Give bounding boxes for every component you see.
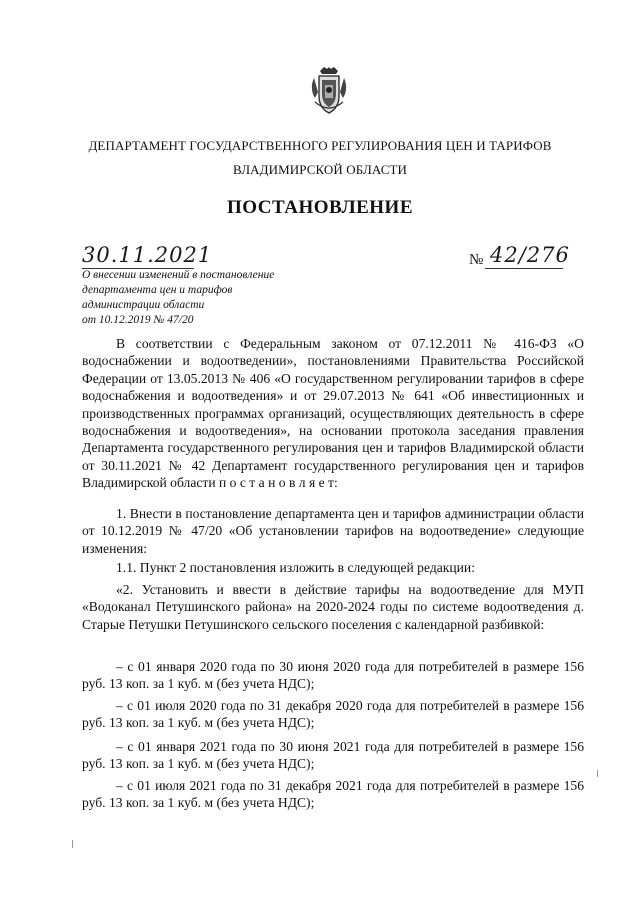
number-underline bbox=[485, 268, 563, 269]
subject-line: О внесении изменений в постановление bbox=[82, 269, 275, 281]
item-1-paragraph: 1. Внести в постановление департамента цен и тарифов администрации области от 10.12.2019 № 47/20 «Об установлении тарифов на водоотведение» следующие изменения: bbox=[82, 506, 584, 556]
quoted-item-2-paragraph: «2. Установить и ввести в действие тарифы на водоотведение для МУП «Водоканал Петушинского района» на 2020-2024 годы по системе водоотведения д. Старые Петушки Петушинского сельского поселения с календарной разбивкой: bbox=[82, 582, 584, 632]
tariff-period-1: – с 01 января 2020 года по 30 июня 2020 года для потребителей в размере 156 руб. 13 коп. за 1 куб. м (без учета НДС); bbox=[82, 659, 584, 692]
subject-line: от 10.12.2019 № 47/20 bbox=[82, 314, 194, 326]
department-name-line1: ДЕПАРТАМЕНТ ГОСУДАРСТВЕННОГО РЕГУЛИРОВАНИЯ ЦЕН И ТАРИФОВ bbox=[88, 138, 552, 153]
subject-line: администрации области bbox=[82, 299, 205, 311]
department-name-line2: ВЛАДИМИРСКОЙ ОБЛАСТИ bbox=[232, 162, 408, 177]
number-label: № bbox=[469, 252, 484, 268]
document-subject bbox=[82, 268, 274, 328]
document-title: ПОСТАНОВЛЕНИЕ bbox=[226, 197, 414, 218]
handwritten-date: 30.11.2021 bbox=[82, 243, 213, 267]
preamble-paragraph: В соответствии с Федеральным законом от 07.12.2011 № 416-ФЗ «О водоснабжении и водоотведении», постановлениями Правительства Российской Федерации от 13.05.2013 № 406 «О государственном регулировании тарифов в сфере водоснабжения и водоотведения» и от 29.07.2013 № 641 «Об инвестиционных и производственных программах организаций, осуществляющих деятельность в сфере водоснабжения и водоотведения», на основании протокола заседания правления Департамента государственного регулирования цен и тарифов Владимирской области от 30.11.2021 № 42 Департамент государственного регулирования цен и тарифов Владимирской области п о с т а н о в л я е т: bbox=[82, 336, 584, 491]
tariff-period-4: – с 01 июля 2021 года по 31 декабря 2021 года для потребителей в размере 156 руб. 13 коп. за 1 куб. м (без учета НДС); bbox=[82, 778, 584, 811]
tariff-period-3: – с 01 января 2021 года по 30 июня 2021 года для потребителей в размере 156 руб. 13 коп. за 1 куб. м (без учета НДС); bbox=[82, 739, 584, 772]
handwritten-number: 42/276 bbox=[490, 243, 570, 267]
subject-line: департамента цен и тарифов bbox=[82, 284, 233, 296]
item-1-1-paragraph: 1.1. Пункт 2 постановления изложить в следующей редакции: bbox=[116, 560, 475, 575]
coat-of-arms-emblem bbox=[309, 66, 349, 116]
scan-mark bbox=[72, 840, 73, 848]
tariff-period-2: – с 01 июля 2020 года по 31 декабря 2020 года для потребителей в размере 156 руб. 13 коп. за 1 куб. м (без учета НДС); bbox=[82, 698, 584, 731]
scan-mark bbox=[597, 770, 598, 777]
